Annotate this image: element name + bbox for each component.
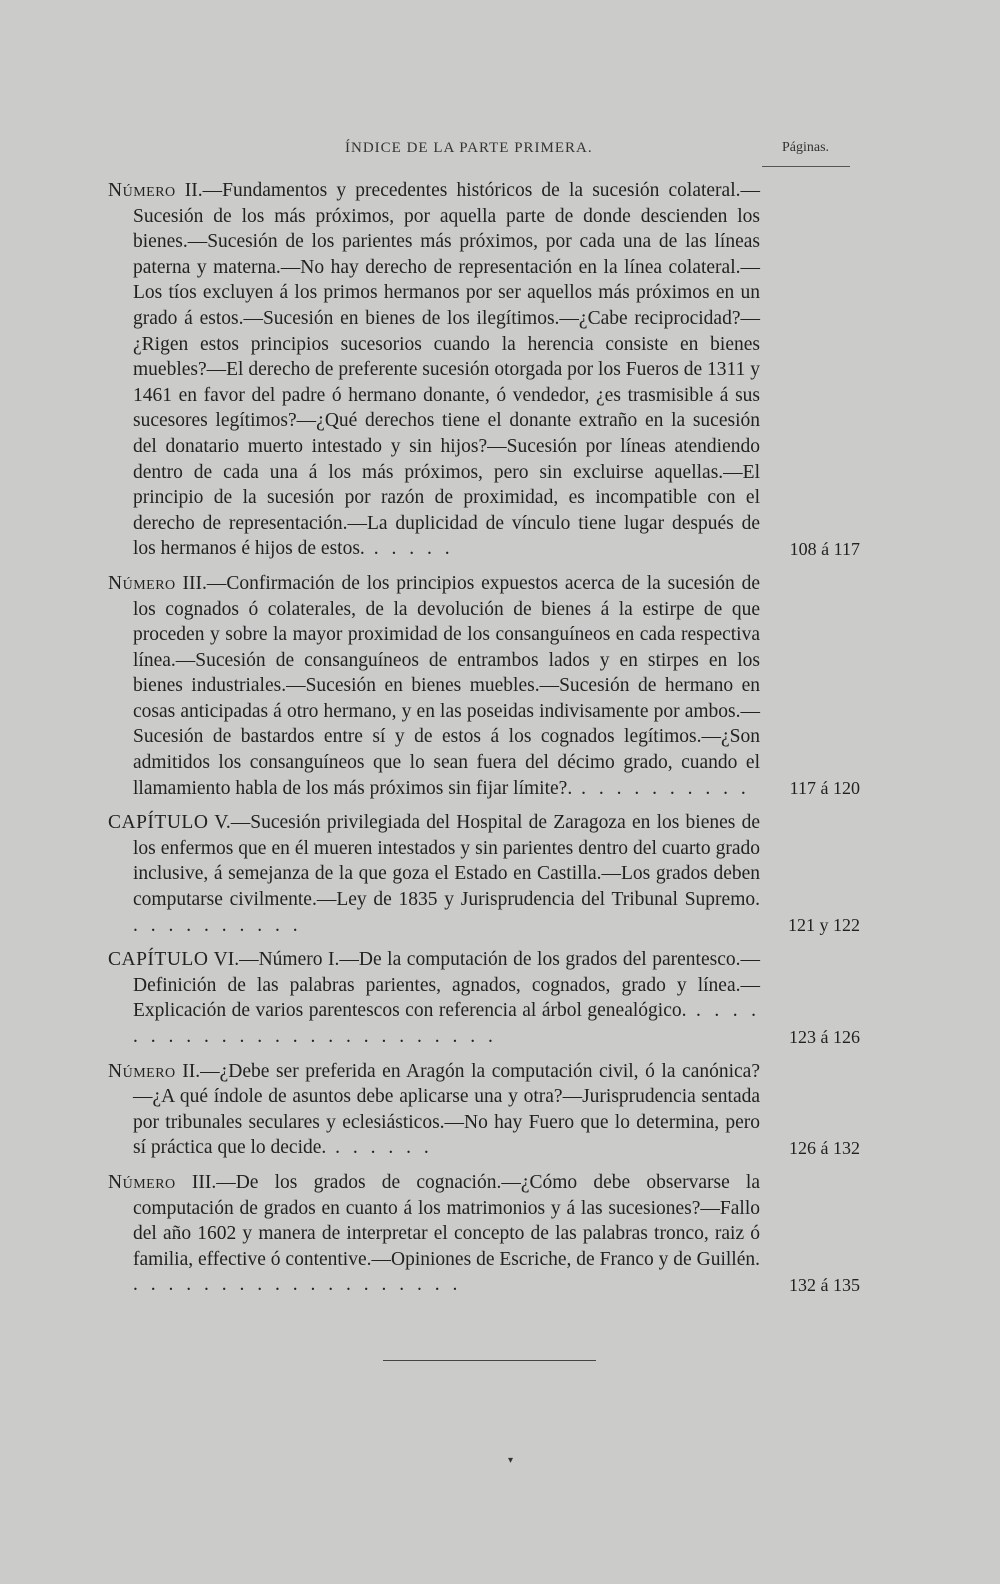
entry-pages: 121 y 122 xyxy=(788,915,860,936)
entry-label-number: VI. xyxy=(208,949,240,971)
entry-text xyxy=(108,947,760,1049)
index-entry xyxy=(0,571,1000,801)
entry-label: Número xyxy=(108,180,176,201)
index-entry xyxy=(0,947,1000,1049)
page-header-pages-label: Páginas. xyxy=(782,140,830,155)
leader-dots: . . . . . . . . . . xyxy=(572,777,750,799)
bottom-rule xyxy=(383,1360,596,1361)
entry-text xyxy=(108,1170,760,1298)
entry-pages: 108 á 117 xyxy=(789,538,860,559)
entry-label: CAPÍTULO xyxy=(108,949,209,971)
entry-label-number: II. xyxy=(175,1060,201,1082)
entry-pages: 123 á 126 xyxy=(789,1026,860,1047)
index-entry xyxy=(0,1170,1000,1298)
entry-label-number: III. xyxy=(175,1171,217,1193)
entry-text xyxy=(108,571,760,801)
leader-dots: . . . . . . xyxy=(326,1137,433,1159)
index-entry xyxy=(0,810,1000,938)
entry-label: Número xyxy=(108,1171,176,1193)
index-entries xyxy=(0,178,1000,1307)
page-header-title: ÍNDICE DE LA PARTE PRIMERA. xyxy=(345,140,593,156)
entry-text xyxy=(108,1059,760,1161)
entry-body: —¿Debe ser preferida en Aragón la computación civil, ó la canónica?—¿A qué índole de asuntos debe aplicarse una y otra?—Jurisprudencia sentada por tribunales seculares y eclesiásticos.—No hay Fuero que lo determina, pero sí práctica que lo decide. xyxy=(133,1060,760,1159)
entry-label: Número xyxy=(108,572,176,594)
index-entry xyxy=(0,1059,1000,1161)
entry-body: —Fundamentos y precedentes históricos de la sucesión colateral.—Sucesión de los más próximos, por aquella parte de donde descienden los bienes.—Sucesión de los parientes más próximos, por cada una de las líneas paterna y materna.—No hay derecho de representación en la línea colateral.—Los tíos excluyen á los primos hermanos por ser aquellos más próximos en un grado á estos.—Sucesión en bienes de los ilegítimos.—¿Cabe reciprocidad?—¿Rigen estos principios sucesorios cuando la herencia consiste en bienes muebles?—El derecho de preferente sucesión otorgada por los Fueros de 1311 y 1461 en favor del padre ó hermano donante, ó vendedor, ¿es trasmisible á sus sucesores legítimos?—¿Qué derechos tiene el donante extraño en la sucesión del donatario muerto intestado y sin hijos?—Sucesión por líneas atendiendo dentro de cada una á los más próximos, pero sin excluirse aquellas.—El principio de la sucesión por razón de proximidad, es incompatible con el derecho de representación.—La duplicidad de vínculo tiene lugar después de los hermanos é hijos de estos. xyxy=(133,180,760,560)
entry-pages: 126 á 132 xyxy=(789,1137,860,1158)
leader-dots: . . . . . . . . . . xyxy=(133,914,302,936)
printer-mark-icon: ▾ xyxy=(508,1455,514,1466)
entry-body: —Sucesión privilegiada del Hospital de Zaragoza en los bienes de los enfermos que en él mueren intestados y sin parientes dentro del cuarto grado inclusive, á semejanza de la que goza el Estado en Castilla.—Los grados deben computarse civilmente.—Ley de 1835 y Jurisprudencia del Tribunal Supremo. xyxy=(133,812,761,911)
entry-body: —Confirmación de los principios expuestos acerca de la sucesión de los cognados ó colaterales, de la devolución de bienes á la estirpe de que proceden y sobre la mayor proximidad de los consanguíneos en cada respectiva línea.—Sucesión de consanguíneos de entrambos lados y en stirpes en los bienes industriales.—Sucesión en bienes muebles.—Sucesión de hermano en cosas anticipadas á otro hermano, y en las poseidas indivisamente por ambos.—Sucesión de bastardos entre sí y de estos á los cognados legítimos.—¿Son admitidos los consanguíneos que lo sean fuera del décimo grado, cuando el llamamiento habla de los más próximos sin fijar límite?. xyxy=(133,572,760,799)
entry-pages: 132 á 135 xyxy=(789,1274,860,1295)
index-entry xyxy=(0,178,1000,562)
entry-body: —Número I.—De la computación de los grados del parentesco.—Definición de las palabras parientes, agnados, cognados, grado y línea.—Explicación de varios parentescos con referencia al árbol genealógico. xyxy=(133,949,760,1022)
entry-pages: 117 á 120 xyxy=(789,778,860,799)
entry-text xyxy=(108,810,760,938)
entry-label-number: III. xyxy=(175,572,207,594)
entry-label: CAPÍTULO xyxy=(108,812,209,834)
leader-dots: . . . . . . . . . . . . . . . . . . . . . . . . . xyxy=(133,1000,760,1047)
header-rule xyxy=(762,166,850,167)
entry-label-number: V. xyxy=(208,812,231,834)
leader-dots: . . . . . xyxy=(364,538,454,560)
entry-label: Número xyxy=(108,1060,176,1082)
leader-dots: . . . . . . . . . . . . . . . . . . . xyxy=(133,1274,462,1296)
entry-label-number: II. xyxy=(175,180,203,201)
entry-text xyxy=(108,178,760,562)
entry-body: —De los grados de cognación.—¿Cómo debe observarse la computación de grados en cuanto á los matrimonios y á las sucesiones?—Fallo del año 1602 y manera de interpretar el concepto de las palabras tronco, raiz ó familia, effective ó contentive.—Opiniones de Escriche, de Franco y de Guillén. xyxy=(133,1171,760,1270)
